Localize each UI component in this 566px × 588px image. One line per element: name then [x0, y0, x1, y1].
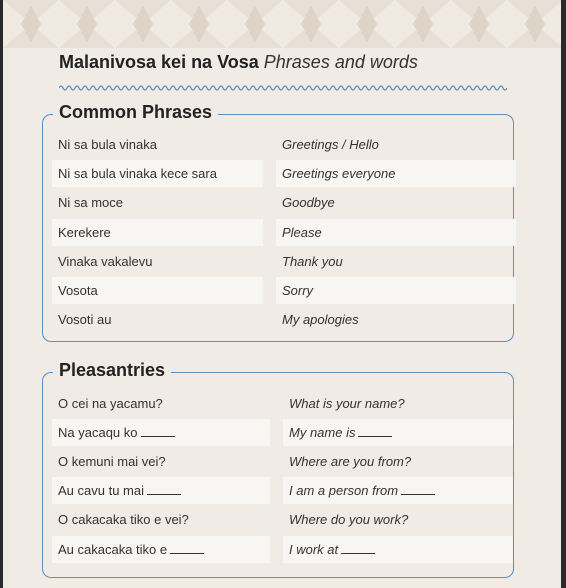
english-text: Sorry [282, 283, 314, 298]
english-text: I work at [289, 541, 339, 557]
fijian-text: Vinaka vakalevu [58, 253, 153, 269]
table-row [52, 419, 513, 446]
english-translation [283, 536, 513, 563]
english-text: My name is [289, 425, 356, 441]
english-translation [283, 419, 513, 446]
fijian-text: Vosoti au [58, 312, 112, 328]
english-text: Goodbye [282, 195, 335, 211]
wavy-divider [59, 83, 507, 93]
english-text: I am a person from [289, 483, 399, 499]
title-english: Phrases and words [263, 52, 418, 72]
table-row [52, 277, 516, 304]
fijian-text: Ni sa bula vinaka kece sara [58, 166, 217, 182]
fijian-text: O cakacaka tiko e vei? [58, 512, 189, 528]
fijian-text: Na yacaqu ko [58, 425, 138, 441]
fill-in-blank [401, 484, 435, 495]
fijian-text: Kerekere [58, 224, 111, 240]
fijian-phrase [52, 390, 270, 417]
fijian-text: O cei na yacamu? [58, 396, 163, 411]
table-row [52, 160, 516, 187]
english-text: Thank you [282, 253, 343, 269]
table-row [52, 506, 513, 533]
fijian-phrase [52, 189, 263, 216]
table-row [52, 131, 516, 158]
fijian-text: O kemuni mai vei? [58, 454, 166, 470]
english-text: My apologies [282, 312, 359, 328]
table-row [52, 248, 516, 275]
fill-in-blank [170, 543, 204, 554]
fill-in-blank [358, 426, 392, 437]
english-text: Greetings / Hello [282, 137, 379, 152]
table-row [52, 219, 516, 246]
fijian-text: Au cavu tu mai [58, 483, 144, 499]
fijian-phrase [52, 536, 270, 563]
english-translation [276, 189, 516, 216]
page-title [59, 52, 418, 73]
table-row [52, 477, 513, 504]
fijian-phrase [52, 477, 270, 504]
tapa-pattern-banner [3, 0, 561, 48]
english-translation [283, 390, 513, 417]
fijian-phrase [52, 419, 270, 446]
fijian-text: Au cakacaka tiko e [58, 541, 168, 557]
common-phrases-section [42, 102, 514, 342]
fijian-phrase [52, 448, 270, 475]
fijian-phrase [52, 277, 263, 304]
table-row [52, 536, 513, 563]
english-text: Where do you work? [289, 512, 409, 528]
fijian-phrase [52, 248, 263, 275]
english-translation [283, 448, 513, 475]
table-row [52, 189, 516, 216]
title-fijian: Malanivosa kei na Vosa [59, 52, 259, 72]
english-translation [276, 248, 516, 275]
fijian-text: Vosota [58, 283, 98, 298]
phrase-sheet [3, 0, 561, 588]
english-translation [276, 219, 516, 246]
fill-in-blank [147, 484, 181, 495]
english-translation [283, 477, 513, 504]
fijian-text: Ni sa moce [58, 195, 124, 211]
english-text: Greetings everyone [282, 166, 396, 182]
table-row [52, 306, 516, 333]
english-translation [276, 160, 516, 187]
fijian-text: Ni sa bula vinaka [58, 137, 157, 152]
english-translation [276, 306, 516, 333]
pleasantries-section [42, 360, 514, 578]
table-row [52, 390, 513, 417]
english-translation [276, 277, 516, 304]
english-text: What is your name? [289, 396, 405, 411]
english-text: Where are you from? [289, 454, 412, 470]
english-translation [283, 506, 513, 533]
section-title: Common Phrases [53, 102, 218, 123]
fill-in-blank [141, 426, 175, 437]
section-title: Pleasantries [53, 360, 171, 381]
fijian-phrase [52, 131, 263, 158]
fill-in-blank [341, 543, 375, 554]
table-row [52, 448, 513, 475]
english-translation [276, 131, 516, 158]
fijian-phrase [52, 160, 263, 187]
fijian-phrase [52, 306, 263, 333]
fijian-phrase [52, 506, 270, 533]
fijian-phrase [52, 219, 263, 246]
english-text: Please [282, 224, 322, 240]
